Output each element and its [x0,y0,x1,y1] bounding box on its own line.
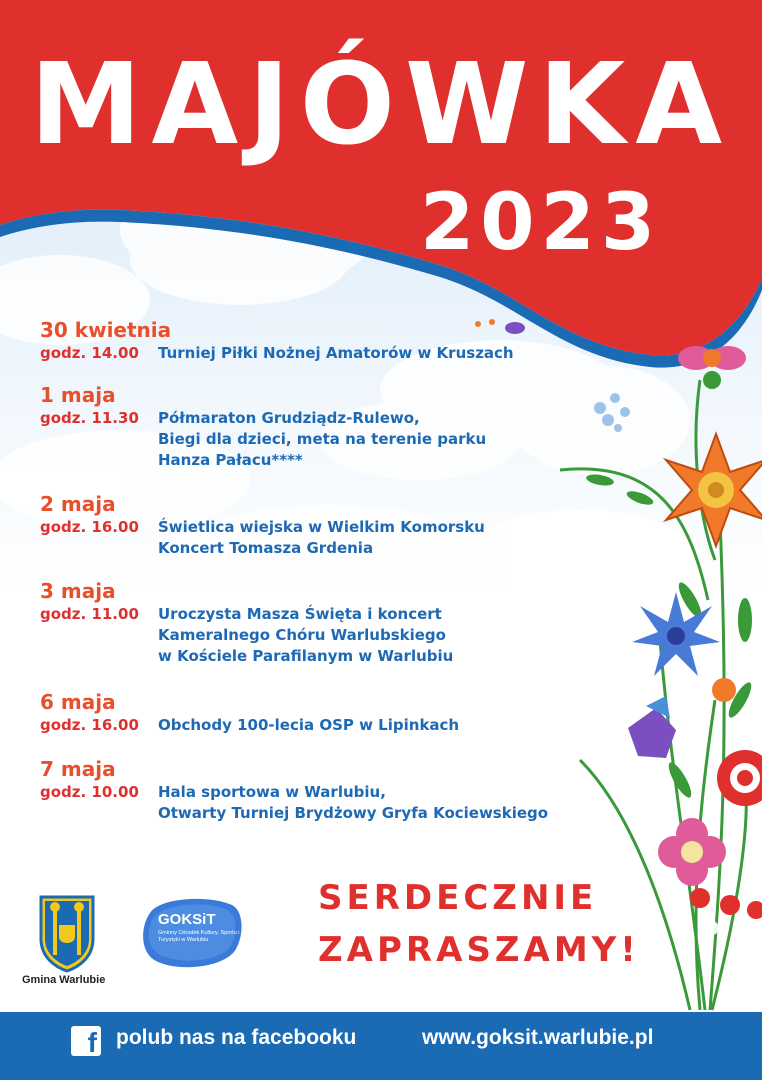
event-date: 6 maja [40,690,116,714]
event-item [40,756,640,824]
event-time: godz. 11.00 [40,605,139,623]
event-date: 2 maja [40,492,116,516]
event-time: godz. 16.00 [40,518,139,536]
event-description [158,782,548,824]
event-description [158,604,453,667]
event-description [158,408,486,471]
event-date: 1 maja [40,383,116,407]
event-line: Uroczysta Masza Święta i koncert [158,605,442,623]
event-line: Biegi dla dzieci, meta na terenie parku [158,430,487,448]
goksit-name: GOKSiT [158,911,216,928]
event-description [158,517,485,559]
event-line: Obchody 100-lecia OSP w Lipinkach [158,716,460,734]
event-line: Koncert Tomasza Grdenia [158,539,374,557]
event-date: 3 maja [40,579,116,603]
invitation-line-1: SERDECZNIE [318,878,598,918]
event-line: Hala sportowa w Warlubiu, [158,783,386,801]
event-item [40,491,640,559]
event-date: 7 maja [40,757,116,781]
event-line: Kameralnego Chóru Warlubskiego [158,626,446,644]
event-date: 30 kwietnia [40,318,172,342]
event-line: w Kościele Parafilanym w Warlubiu [158,647,454,665]
facebook-link[interactable]: polub nas na facebooku [116,1026,357,1049]
invitation-text [318,872,640,976]
event-description [158,343,514,364]
event-line: Świetlica wiejska w Wielkim Komorsku [158,518,485,536]
goksit-subtitle: Gminny Ośrodek Kultury, Sportu i Turystyki w Warlubiu [158,930,240,943]
poster-title: MAJÓWKA [29,40,733,170]
event-line: Półmaraton Grudziądz-Rulewo, [158,409,420,427]
event-item [40,382,640,471]
event-item [40,578,640,667]
gmina-label: Gmina Warlubie [22,974,106,986]
event-time: godz. 10.00 [40,783,139,801]
coat-of-arms-icon [37,893,97,973]
event-time: godz. 16.00 [40,716,139,734]
event-line: Otwarty Turniej Brydżowy Gryfa Kociewskiego [158,804,549,822]
poster-year: 2023 [420,178,662,268]
event-line: Hanza Pałacu**** [158,451,303,469]
event-description [158,715,459,736]
event-item [40,317,640,364]
facebook-icon[interactable]: f [71,1026,101,1056]
event-time: godz. 14.00 [40,344,139,362]
website-link[interactable]: www.goksit.warlubie.pl [422,1026,654,1049]
event-time: godz. 11.30 [40,409,139,427]
invitation-line-2: ZAPRASZAMY! [318,930,640,970]
event-item [40,689,640,736]
event-line: Turniej Piłki Nożnej Amatorów w Kruszach [158,344,514,362]
